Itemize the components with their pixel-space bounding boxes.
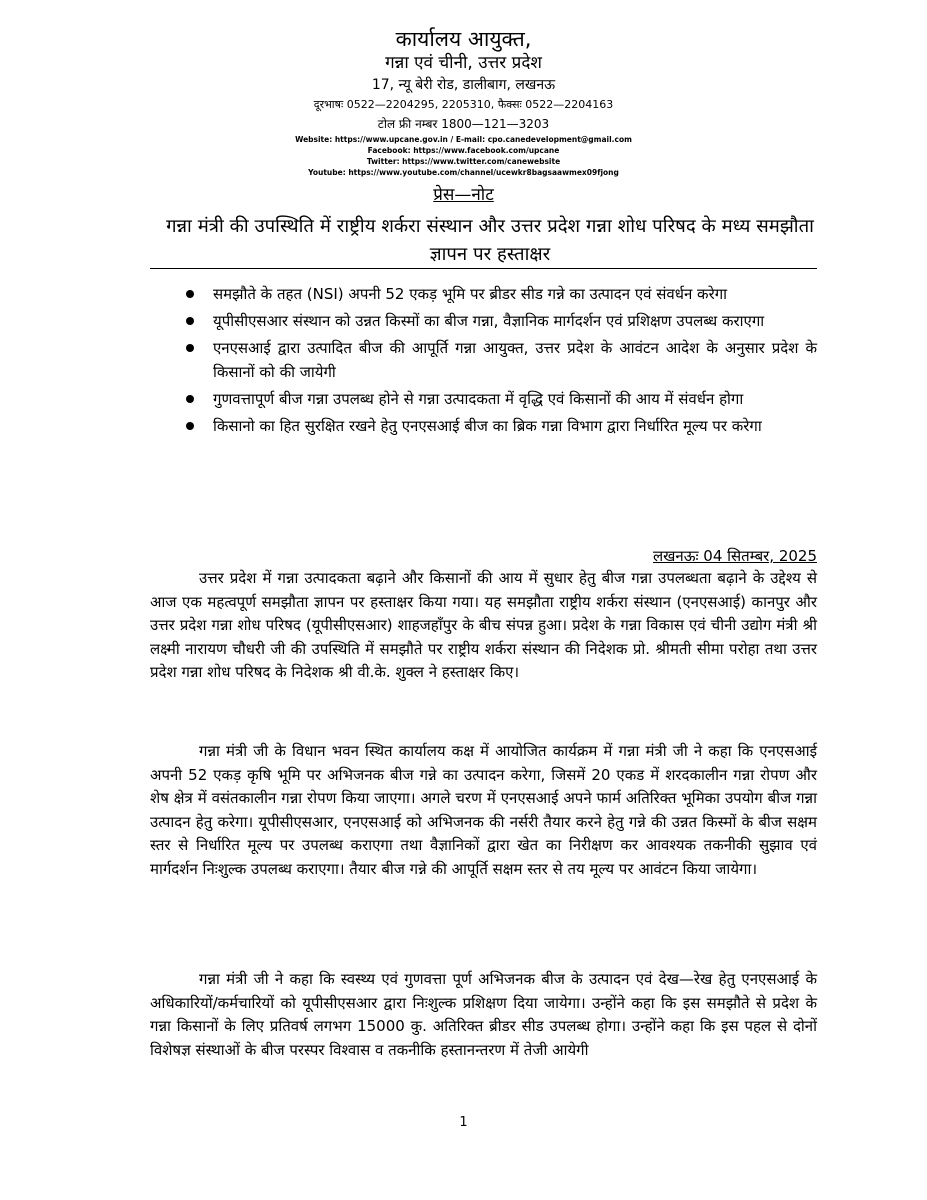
office-address: 17, न्यू बेरी रोड, डालीबाग, लखनऊ [371, 77, 556, 93]
list-item [183, 309, 817, 333]
bullet-icon [186, 395, 194, 403]
bullet-icon [186, 290, 194, 298]
bullet-icon [186, 317, 194, 325]
bullet-icon [186, 422, 194, 430]
department-name: गन्ना एवं चीनी, उत्तर प्रदेश [385, 53, 542, 73]
page-number: 1 [459, 1115, 468, 1130]
list-item-text: किसानो का हित सुरक्षित रखने हेतु एनएसआई बीज का ब्रिक गन्ना विभाग द्वारा निर्धारित मूल्य पर करेगा [213, 417, 762, 435]
body-paragraph-1: उत्तर प्रदेश में गन्ना उत्पादकता बढ़ाने और किसानों की आय में सुधार हेतु बीज गन्ना उपलब्धता बढ़ाने के उद्देश्य से आज एक महत्वपूर्ण समझौता ज्ञापन पर हस्ताक्षर किया गया। यह समझौता राष्ट्रीय शर्करा संस्थान (एनएसआई) कानपुर और उत्तर प्रदेश गन्ना शोध परिषद (यूपीसीएसआर) शाहजहाँपुर के बीच संपन्न हुआ। प्रदेश के गन्ना विकास एवं चीनी उद्योग मंत्री श्री लक्ष्मी नारायण चौधरी जी की उपस्थिति में समझौते पर राष्ट्रीय शर्करा संस्थान की निदेशक प्रो. श्रीमती सीमा परोहा तथा उत्तर प्रदेश गन्ना शोध परिषद के निदेशक श्री वी.के. शुक्ल ने हस्ताक्षर किए। [150, 569, 817, 681]
letterhead [0, 26, 927, 178]
youtube-line: Youtube: https://www.youtube.com/channel/ucewkr8bagsaawmex09fjong [308, 168, 619, 177]
body-paragraph-3: गन्ना मंत्री जी ने कहा कि स्वस्थ्य एवं गुणवत्ता पूर्ण अभिजनक बीज के उत्पादन एवं देख—रेख हेतु एनएसआई के अधिकारियों/कर्मचारियों को यूपीसीएसआर द्वारा निःशुल्क प्रशिक्षण दिया जायेगा। उन्होंने कहा कि इस समझौते से प्रदेश के गन्ना किसानों के लिए प्रतिवर्ष लगभग 15000 कु. अतिरिक्त ब्रीडर सीड उपलब्ध होगा। उन्होंने कहा कि इस पहल से दोनों विशेषज्ञ संस्थाओं के बीज परस्पर विश्वास व तकनीकि हस्तानन्तरण में तेजी आयेगी [150, 970, 817, 1059]
toll-free-number: टोल फ्री नम्बर 1800—121—3203 [377, 117, 550, 131]
list-item [183, 282, 817, 306]
headline-divider [150, 268, 817, 269]
press-note-label: प्रेस—नोट [433, 185, 494, 205]
list-item [183, 387, 817, 411]
twitter-line: Twitter: https://www.twitter.com/canewebsite [366, 157, 561, 166]
highlights-list [183, 282, 817, 441]
press-note-heading [0, 183, 927, 207]
dateline: लखनऊः 04 सितम्बर, 2025 [652, 547, 817, 565]
list-item-text: समझौते के तहत (NSI) अपनी 52 एकड़ भूमि पर ब्रीडर सीड गन्ने का उत्पादन एवं संवर्धन करेगा [213, 285, 728, 303]
list-item-text: यूपीसीएसआर संस्थान को उन्नत किस्मों का बीज गन्ना, वैज्ञानिक मार्गदर्शन एवं प्रशिक्षण उपलब्ध कराएगा [213, 312, 765, 330]
list-item-text: एनएसआई द्वारा उत्पादित बीज की आपूर्ति गन्ना आयुक्त, उत्तर प्रदेश के आवंटन आदेश के अनुसार प्रदेश के किसानों को की जायेगी [213, 339, 817, 381]
list-item [183, 414, 817, 438]
bullet-icon [186, 344, 194, 352]
headline: गन्ना मंत्री की उपस्थिति में राष्ट्रीय शर्करा संस्थान और उत्तर प्रदेश गन्ना शोध परिषद के मध्य समझौता ज्ञापन पर हस्ताक्षर [166, 216, 814, 265]
website-email-line: Website: https://www.upcane.gov.in / E-mail: cpo.canedevelopment@gmail.com [295, 135, 632, 144]
list-item [183, 336, 817, 384]
office-title: कार्यालय आयुक्त, [395, 27, 532, 51]
list-item-text: गुणवत्तापूर्ण बीज गन्ना उपलब्ध होने से गन्ना उत्पादकता में वृद्धि एवं किसानों की आय में संवर्धन होगा [213, 390, 744, 408]
facebook-line: Facebook: https://www.facebook.com/upcane [367, 146, 560, 155]
body-paragraph-2: गन्ना मंत्री जी के विधान भवन स्थित कार्यालय कक्ष में आयोजित कार्यक्रम में गन्ना मंत्री जी ने कहा कि एनएसआई अपनी 52 एकड़ कृषि भूमि पर अभिजनक बीज गन्ने का उत्पादन करेगा, जिसमें 20 एकड में शरदकालीन गन्ना रोपण और शेष क्षेत्र में वसंतकालीन गन्ना रोपण किया जाएगा। अगले चरण में एनएसआई अपने फार्म अतिरिक्त भूमिका उपयोग बीज गन्ना उत्पादन हेतु करेगा। यूपीसीएसआर, एनएसआई को अभिजनक की नर्सरी तैयार करने हेतु गन्ने की उन्नत किस्मों के बीज सक्षम स्तर से निर्धारित मूल्य पर उपलब्ध कराएगा तथा वैज्ञानिकों द्वारा खेत का निरीक्षण कर आवश्यक तकनीकी सुझाव एवं मार्गदर्शन निःशुल्क उपलब्ध कराएगा। तैयार बीज गन्ने की आपूर्ति सक्षम स्तर से तय मूल्य पर आवंटन किया जायेगा। [150, 742, 817, 878]
phone-fax-line: दूरभाषः 0522—2204295, 2205310, फैक्सः 0522—2204163 [313, 98, 614, 111]
